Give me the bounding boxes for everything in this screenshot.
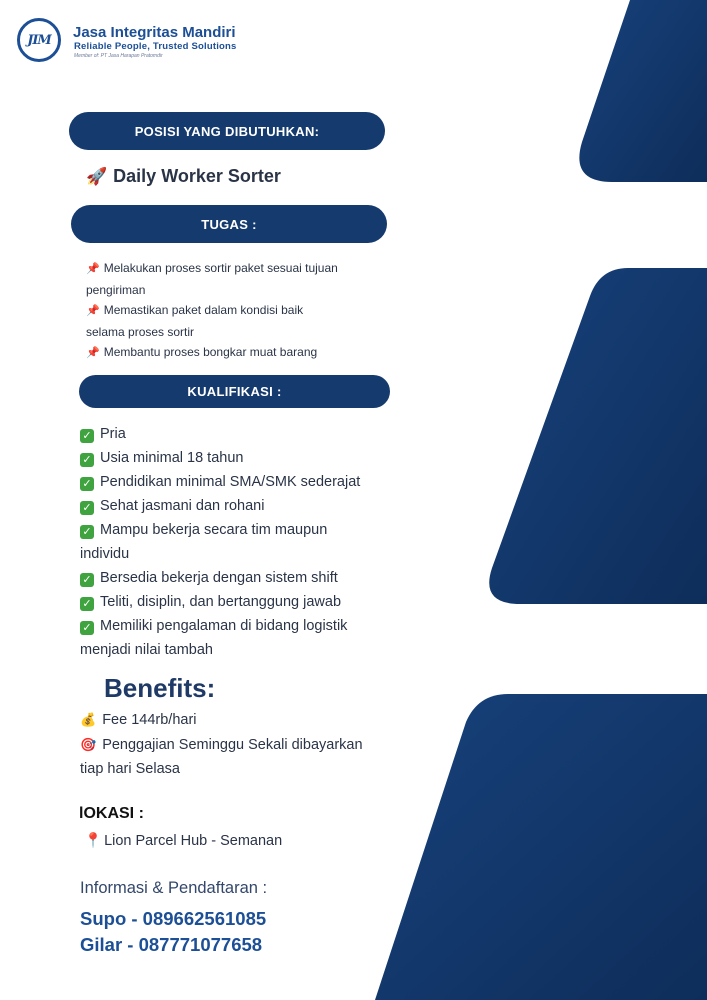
checkmark-icon: ✓ [80,501,94,515]
target-icon: 🎯 [80,736,97,752]
location-text: Lion Parcel Hub - Semanan [104,833,283,849]
location-value [84,832,282,849]
qualification-text: Sehat jasmani dan rohani [100,498,265,514]
header [0,0,707,80]
task-item [86,342,386,364]
benefit-item [80,733,410,758]
task-item [86,300,386,322]
qualification-item [80,590,410,614]
qualification-item [80,566,410,590]
qualification-text: Memiliki pengalaman di bidang logistik [100,618,348,634]
benefit-text: Fee 144rb/hari [102,712,197,728]
location-pin-icon: 📍 [84,833,103,849]
qualification-item [80,422,410,446]
checkmark-icon: ✓ [80,525,94,539]
position-header: POSISI YANG DIBUTUHKAN: [69,112,385,150]
checkmark-icon: ✓ [80,573,94,587]
task-text: Melakukan proses sortir paket sesuai tujuan [103,261,338,275]
member-note: Member of: PT Jasa Harapan Pratomdir [74,53,163,59]
benefit-text: Penggajian Seminggu Sekali dibayarkan [102,736,363,753]
location-title: lOKASI : [79,805,144,822]
task-item-continuation [86,322,386,343]
benefits-title: Benefits: [104,673,216,703]
qualification-item-continuation [80,542,410,566]
decor-shape-middle [489,268,707,604]
task-text: Membantu proses bongkar muat barang [103,345,318,359]
decor-shape-bottom [375,694,707,1000]
company-name: Jasa Integritas Mandiri [73,24,236,41]
task-item-continuation [86,280,386,301]
money-bag-icon: 💰 [80,712,97,727]
pushpin-icon: 📌 [86,263,100,275]
checkmark-icon: ✓ [80,597,94,611]
qualification-item-continuation [80,638,410,662]
contact-line-gilar: Gilar - 087771077658 [80,934,263,955]
pushpin-icon: 📌 [86,347,100,359]
qualification-text: individu [80,546,130,562]
task-item [86,258,386,280]
checkmark-icon: ✓ [80,477,94,491]
job-title [86,166,281,187]
qualification-item [80,446,410,470]
registration-info-title: Informasi & Pendaftaran : [80,879,268,897]
qualification-text: Pria [100,426,126,442]
qualification-text: Pendidikan minimal SMA/SMK sederajat [100,474,361,490]
job-title-text: Daily Worker Sorter [113,166,281,186]
checkmark-icon: ✓ [80,621,94,635]
qualification-text: Bersedia bekerja dengan sistem shift [100,570,338,586]
company-tagline: Reliable People, Trusted Solutions [74,41,237,52]
benefit-item [80,708,410,733]
pushpin-icon: 📌 [86,305,100,317]
benefits-list [80,708,410,782]
task-text: Memastikan paket dalam kondisi baik [103,303,304,317]
qualification-text: Teliti, disiplin, dan bertanggung jawab [100,594,342,610]
qualifications-list [80,422,410,662]
tasks-header: TUGAS : [71,205,387,243]
checkmark-icon: ✓ [80,453,94,467]
qualification-text: menjadi nilai tambah [80,642,213,658]
tasks-list [86,258,386,364]
company-logo [17,18,61,62]
task-text: pengiriman [86,282,146,297]
benefit-text: tiap hari Selasa [80,761,180,777]
rocket-icon: 🚀 [86,167,108,186]
checkmark-icon: ✓ [80,429,94,443]
qualification-item [80,614,410,638]
qualification-text: Usia minimal 18 tahun [100,450,244,466]
task-text: selama proses sortir [86,324,195,339]
qualification-item [80,470,410,494]
benefit-item-continuation [80,757,410,782]
qualifications-header: KUALIFIKASI : [79,375,390,408]
qualification-item [80,494,410,518]
logo-mark: JIM [27,32,51,48]
qualification-item [80,518,410,542]
qualification-text: Mampu bekerja secara tim maupun [100,522,328,538]
contact-line-supo: Supo - 089662561085 [80,908,267,929]
